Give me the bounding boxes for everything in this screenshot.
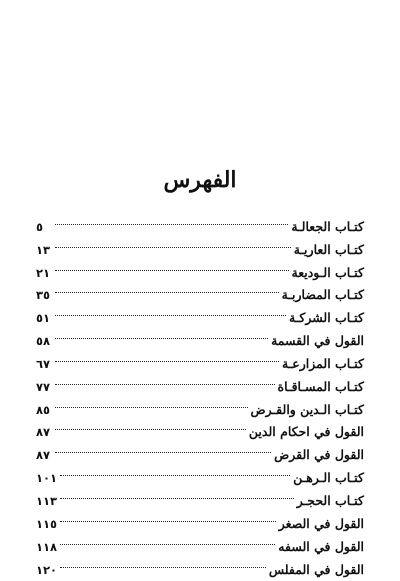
toc-entry-page: ٧٧: [36, 376, 55, 399]
toc-entry-page: ٦٧: [36, 353, 55, 376]
dot-leader: [55, 322, 268, 345]
dot-leader: [55, 208, 288, 231]
toc-entry-title: القول في القرض: [271, 444, 364, 467]
toc-entry-title: كتـاب الحجـر: [294, 490, 364, 513]
toc-entry-page: ١١٣: [36, 490, 60, 513]
toc-entry-page: ٨٧: [36, 444, 55, 467]
toc-entry-title: كتـاب الجعالـة: [288, 216, 364, 239]
toc-entry-title: كتـاب المسـاقـاة: [275, 376, 364, 399]
toc-entry-title: القول في احكام الدين: [246, 421, 364, 444]
toc-entry-title: كتـاب المزارعـة: [279, 353, 364, 376]
toc-entry-page: ١١٨: [36, 536, 60, 559]
dot-leader: [55, 345, 279, 368]
dot-leader: [55, 391, 248, 414]
toc-entry-page: ٨٥: [36, 399, 55, 422]
toc-entry-page: ١٢٠: [36, 559, 60, 581]
index-title: الفهرس: [0, 164, 400, 196]
dot-leader: [55, 368, 275, 391]
dot-leader: [60, 505, 276, 528]
toc-entry-page: ٣٥: [36, 284, 55, 307]
dot-leader: [60, 551, 266, 574]
toc-entry-title: كتـاب الـدين والقـرض: [248, 399, 364, 422]
toc-entry-page: ٥: [36, 216, 55, 239]
toc-entry-page: ١٠١: [36, 467, 60, 490]
dot-leader: [60, 459, 290, 482]
toc-entry-title: كتـاب العاريـة: [291, 239, 364, 262]
toc-entry-title: كتـاب الـوديعة: [289, 262, 365, 285]
dot-leader: [55, 254, 289, 277]
dot-leader: [55, 436, 271, 459]
toc-entry-page: ٥٨: [36, 330, 55, 353]
toc-entry-title: كتـاب المضاربـة: [279, 284, 364, 307]
toc-entry-page: ١١٥: [36, 513, 60, 536]
dot-leader: [60, 482, 294, 505]
toc-entry-page: ١٣: [36, 239, 55, 262]
dot-leader: [60, 528, 275, 551]
toc-entry-page: ٨٧: [36, 421, 55, 444]
toc-entry-title: القول في القسمة: [268, 330, 364, 353]
toc-entry-title: القول في السفه: [275, 536, 364, 559]
dot-leader: [55, 277, 279, 300]
dot-leader: [55, 414, 246, 437]
toc-entry-page: ٥١: [36, 307, 55, 330]
toc-entry[interactable]: [36, 208, 364, 231]
toc-entry-title: كتـاب الـرهـن: [290, 467, 364, 490]
toc-entry-title: القول في الصغر: [276, 513, 364, 536]
toc-entry-title: القول في المفلس: [266, 559, 364, 581]
table-of-contents: [36, 208, 364, 574]
dot-leader: [55, 299, 286, 322]
toc-entry-page: ٢١: [36, 262, 55, 285]
dot-leader: [55, 231, 291, 254]
toc-entry-title: كتـاب الشركـة: [286, 307, 364, 330]
